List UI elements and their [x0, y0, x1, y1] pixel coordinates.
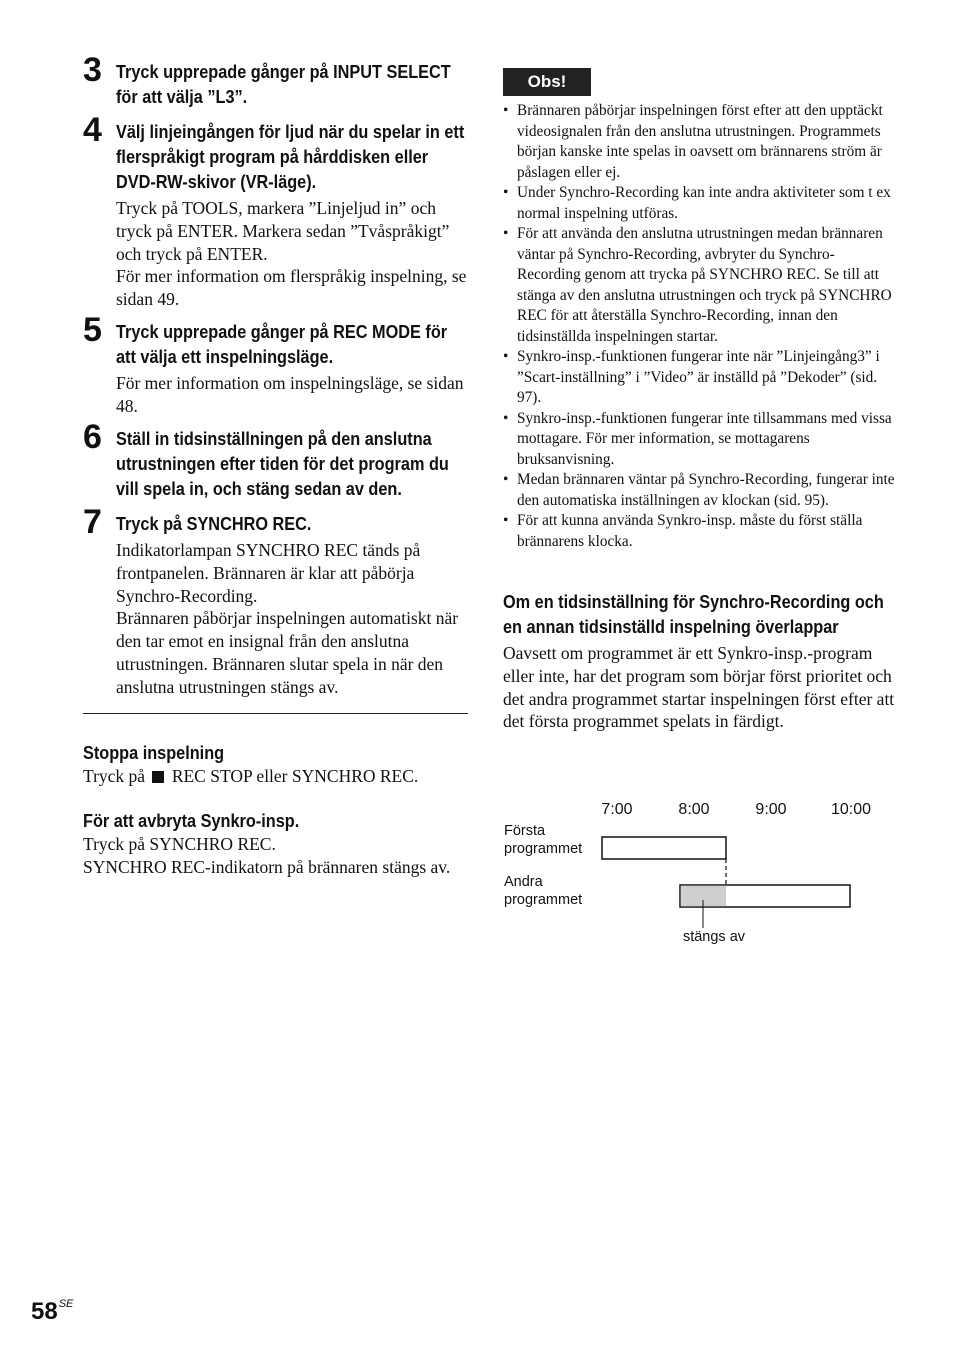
note-text: För att kunna använda Synkro-insp. måste du först ställa brännarens klocka. — [517, 512, 863, 550]
note-item — [503, 224, 898, 347]
bullet-icon: • — [503, 102, 509, 119]
first-program-label: Första — [504, 823, 546, 839]
step-title: Tryck upprepade gånger på INPUT SELECT för att välja ”L3”. — [116, 61, 451, 107]
note-item — [503, 409, 898, 471]
step-paragraph: För mer information om flerspråkig inspelning, se sidan 49. — [116, 266, 467, 310]
step-number: 3 — [83, 51, 102, 89]
section-line: Tryck på SYNCHRO REC. — [83, 834, 276, 854]
first-program-label: programmet — [504, 841, 583, 857]
section-title: Stoppa inspelning — [83, 742, 225, 763]
note-text: Medan brännaren väntar på Synchro-Recording, fungerar inte den automatiska inställningen av klockan (sid. 95). — [517, 471, 895, 509]
page-number — [31, 1298, 73, 1326]
step-body — [116, 372, 468, 418]
time-label: 10:00 — [830, 801, 872, 818]
time-label: 8:00 — [678, 801, 710, 818]
note-text: Synkro-insp.-funktionen fungerar inte när ”Linjeingång3” i ”Scart-inställning” i ”Video” är inställd på ”Dekoder” (sid. 97). — [517, 348, 880, 406]
note-text: Brännaren påbörjar inspelningen först efter att den upptäckt videosignalen från den anslutna utrustningen. Programmets början kanske inte spelas in oavsett om brännarens ström är påslagen eller ej. — [517, 102, 883, 181]
stop-square-icon — [152, 771, 164, 783]
step-6 — [83, 418, 468, 501]
step-3 — [83, 51, 468, 109]
overlap-timeline-diagram — [500, 790, 900, 960]
note-item — [503, 183, 898, 224]
step-number: 4 — [83, 111, 102, 149]
stop-text-before: Tryck på — [83, 766, 146, 786]
bullet-icon: • — [503, 512, 509, 529]
section-line: SYNCHRO REC-indikatorn på brännaren stängs av. — [83, 856, 451, 877]
bullet-icon: • — [503, 184, 509, 201]
step-7 — [83, 503, 468, 699]
off-label: stängs av — [682, 929, 746, 945]
step-number: 5 — [83, 311, 102, 349]
step-paragraph: För mer information om inspelningsläge, se sidan 48. — [116, 373, 464, 416]
step-paragraph: Indikatorlampan SYNCHRO REC tänds på frontpanelen. Brännaren är klar att påbörja Synchro-Recording. — [116, 540, 421, 606]
step-4 — [83, 111, 468, 311]
note-item — [503, 511, 898, 552]
obs-badge: Obs! — [503, 68, 591, 96]
first-program-bar — [602, 837, 726, 859]
stop-text-after: REC STOP eller SYNCHRO REC. — [171, 766, 419, 786]
section-text — [83, 765, 473, 788]
time-label: 9:00 — [755, 801, 787, 818]
bullet-icon: • — [503, 471, 509, 488]
cancel-synchro-section — [83, 808, 473, 879]
note-item — [503, 101, 898, 183]
bullet-icon: • — [503, 409, 509, 427]
section-title: Om en tidsinställning för Synchro-Recording och en annan tidsinställd inspelning överlappar — [503, 591, 884, 637]
page-number-value: 58 — [31, 1298, 58, 1325]
note-text: Under Synchro-Recording kan inte andra aktiviteter som t ex normal inspelning utföras. — [517, 184, 891, 222]
page-region-suffix: SE — [58, 1298, 74, 1310]
note-item — [503, 470, 898, 511]
step-title: Ställ in tidsinställningen på den anslutna utrustningen efter tiden för det program du vill spela in, och stäng sedan av den. — [116, 428, 449, 499]
step-paragraph: Tryck på TOOLS, markera ”Linjeljud in” och tryck på ENTER. Markera sedan ”Tvåspråkigt” och tryck på ENTER. — [116, 198, 450, 264]
step-paragraph: Brännaren påbörjar inspelningen automatiskt när den tar emot en insignal från den anslutna utrustningen. Brännaren slutar spela in när den anslutna utrustningen stängs av. — [116, 608, 459, 697]
stop-recording-section — [83, 740, 473, 788]
second-program-label: programmet — [504, 892, 583, 908]
bullet-icon: • — [503, 225, 509, 242]
note-text: Synkro-insp.-funktionen fungerar inte tillsammans med vissa mottagare. För mer information, se mottagarens bruksanvisning. — [517, 409, 892, 468]
obs-notes-list — [503, 101, 898, 552]
step-number: 6 — [83, 418, 102, 456]
step-number: 7 — [83, 503, 102, 541]
step-title: Tryck på SYNCHRO REC. — [116, 513, 312, 534]
step-5 — [83, 311, 468, 418]
step-title: Välj linjeingången för ljud när du spelar in ett flerspråkigt program på hårddisken eller DVD-RW-skivor (VR-läge). — [116, 121, 465, 192]
second-program-label: Andra — [504, 874, 543, 890]
section-title: För att avbryta Synkro-insp. — [83, 810, 300, 831]
note-item — [503, 347, 898, 409]
step-body — [116, 197, 468, 311]
step-title: Tryck upprepade gånger på REC MODE för att välja ett inspelningsläge. — [116, 321, 448, 367]
note-text: För att använda den anslutna utrustningen medan brännaren väntar på Synchro-Recording, avbryter du Synchro-Recording genom att trycka på SYNCHRO REC. Se till att stänga av den anslutna utrustningen och tryck på SYNCHRO REC för att återställa Synchro-Recording, innan den tidsinställda inspelningen startar. — [517, 225, 892, 345]
step-body — [116, 539, 468, 699]
bullet-icon: • — [503, 348, 509, 365]
overlap-section — [503, 589, 898, 733]
section-text: Oavsett om programmet är ett Synkro-insp.-program eller inte, har det program som börjar först prioritet och det andra programmet startar inspelningen först efter att det första programmet spelats in färdigt. — [503, 643, 895, 732]
time-label: 7:00 — [601, 801, 633, 818]
section-divider — [83, 713, 468, 714]
